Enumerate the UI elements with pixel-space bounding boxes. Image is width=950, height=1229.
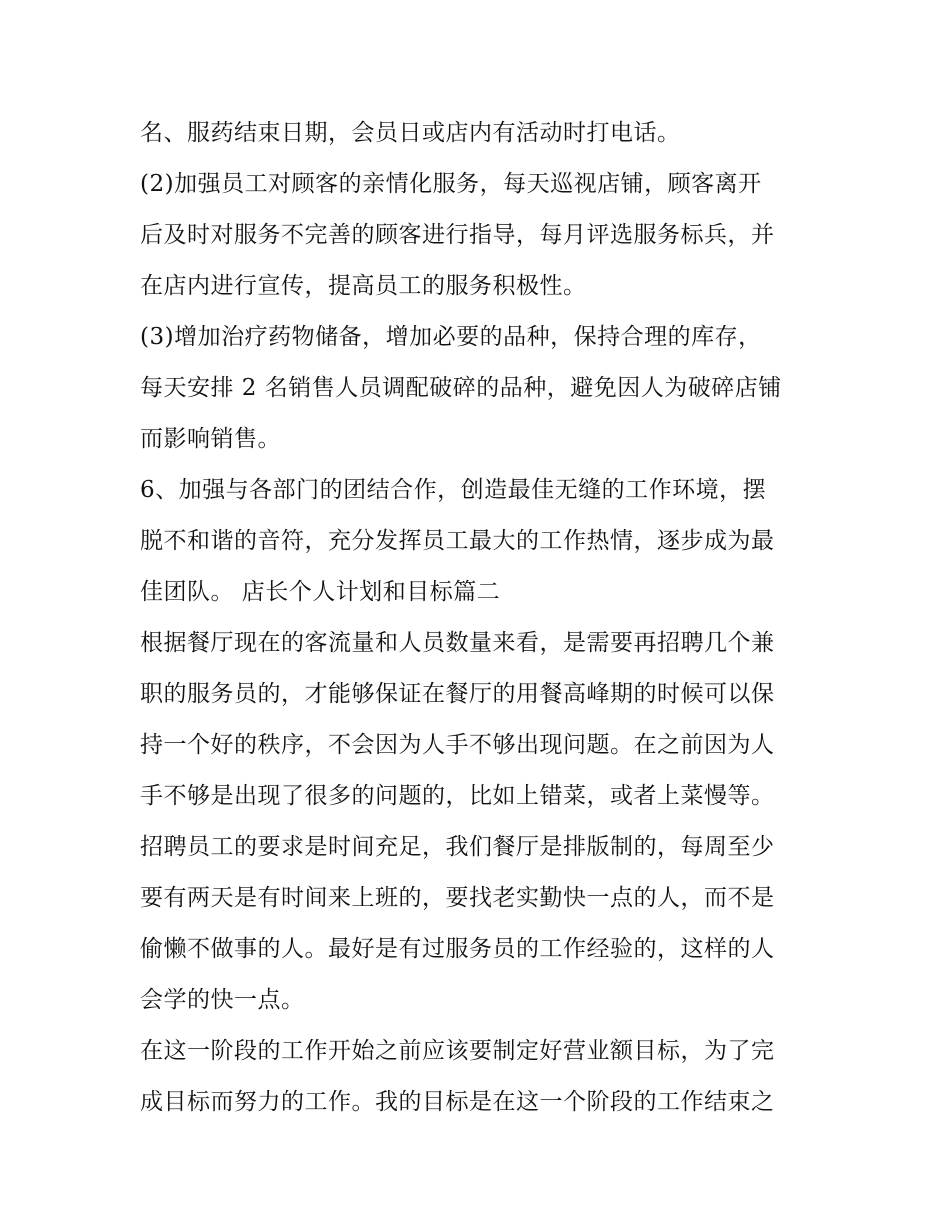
text-line: 根据餐厅现在的客流量和人员数量来看，是需要再招聘几个兼 (140, 630, 775, 656)
text-line: 名、服药结束日期，会员日或店内有活动时打电话。 (140, 120, 681, 146)
text-line: (2)加强员工对顾客的亲情化服务，每天巡视店铺，顾客离开 (140, 171, 762, 197)
text-line: (3)增加治疗药物储备，增加必要的品种，保持合理的库存， (140, 324, 762, 350)
text-line: 招聘员工的要求是时间充足，我们餐厅是排版制的，每周至少 (140, 834, 775, 860)
text-line: 偷懒不做事的人。最好是有过服务员的工作经验的，这样的人 (140, 936, 775, 962)
text-line: 而影响销售。 (140, 426, 281, 452)
text-line: 持一个好的秩序，不会因为人手不够出现问题。在之前因为人 (140, 732, 775, 758)
text-line: 成目标而努力的工作。我的目标是在这一个阶段的工作结束之 (140, 1089, 775, 1115)
text-line: 要有两天是有时间来上班的，要找老实勤快一点的人，而不是 (140, 885, 775, 911)
text-line: 脱不和谐的音符，充分发挥员工最大的工作热情，逐步成为最 (140, 528, 775, 554)
text-line: 手不够是出现了很多的问题的，比如上错菜，或者上菜慢等。 (140, 783, 775, 809)
text-line: 每天安排 2 名销售人员调配破碎的品种，避免因人为破碎店铺 (140, 375, 782, 401)
text-line: 6、加强与各部门的团结合作，创造最佳无缝的工作环境，摆 (140, 477, 767, 503)
text-line: 后及时对服务不完善的顾客进行指导，每月评选服务标兵，并 (140, 222, 775, 248)
text-line: 佳团队。 店长个人计划和目标篇二 (140, 579, 501, 605)
text-line: 在这一阶段的工作开始之前应该要制定好营业额目标，为了完 (140, 1038, 775, 1064)
text-line: 会学的快一点。 (140, 987, 305, 1013)
text-line: 职的服务员的，才能够保证在餐厅的用餐高峰期的时候可以保 (140, 681, 775, 707)
text-line: 在店内进行宣传，提高员工的服务积极性。 (140, 273, 587, 299)
body-text (140, 108, 820, 1128)
